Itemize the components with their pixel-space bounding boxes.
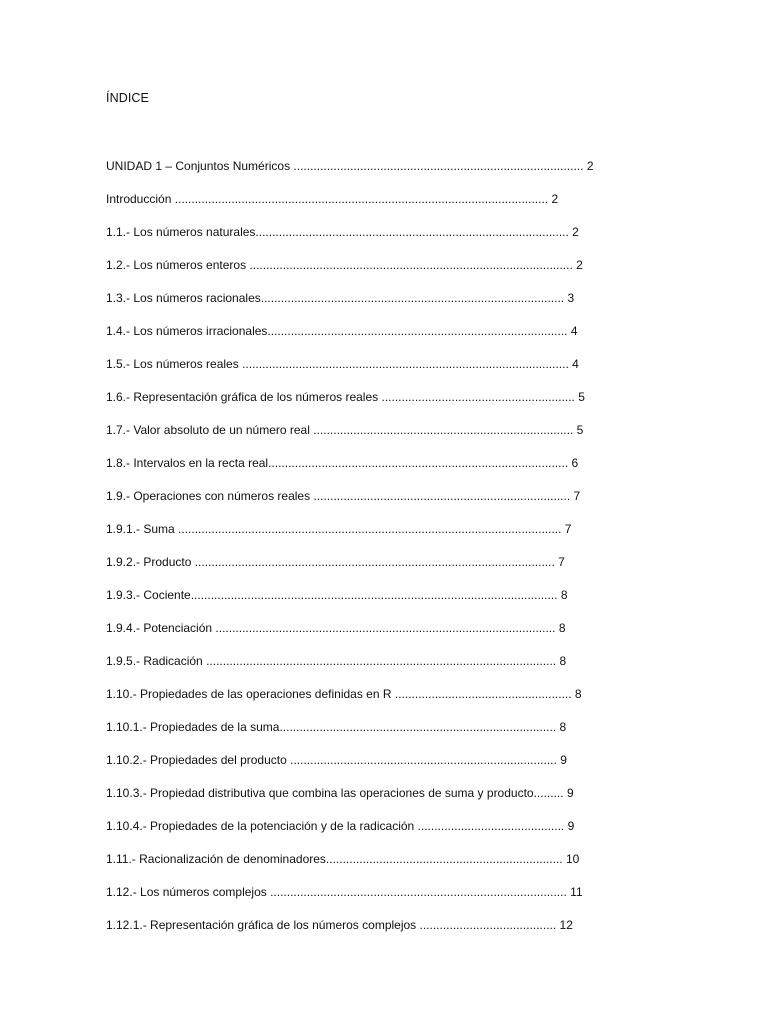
toc-leader-dots: ....................................................................................... xyxy=(290,159,584,173)
toc-entry-label: 1.11.- Racionalización de denominadores xyxy=(106,852,326,866)
toc-leader-dots: ................................................................................... xyxy=(279,720,557,734)
toc-entry xyxy=(106,452,646,485)
toc-page-number: 9 xyxy=(567,819,575,833)
toc-page-number: 4 xyxy=(570,324,578,338)
toc-entry xyxy=(106,551,646,584)
toc-entry-label: 1.9.4.- Potenciación xyxy=(106,621,213,635)
toc-page-number: 11 xyxy=(570,885,583,899)
toc-page-number: 2 xyxy=(576,258,583,272)
toc-entry-label: 1.2.- Los números enteros xyxy=(106,258,247,272)
toc-page-number: 2 xyxy=(572,225,579,239)
toc-leader-dots: .................................................................................................. xyxy=(238,357,569,371)
toc-entry-label: 1.9.2.- Producto xyxy=(106,555,192,569)
toc-entry-label: 1.10.3.- Propiedad distributiva que combina las operaciones de suma y producto xyxy=(106,786,534,800)
toc-entry xyxy=(106,782,646,815)
toc-entry xyxy=(106,914,646,947)
toc-page-number: 10 xyxy=(565,852,580,866)
toc-page-number: 5 xyxy=(576,423,584,437)
toc-entry-label: 1.10.4.- Propiedades de la potenciación y de la radicación xyxy=(106,819,415,833)
toc-entry-label: 1.9.3.- Cociente xyxy=(106,588,191,602)
toc-leader-dots: ................................................................................ xyxy=(286,753,557,767)
toc-leader-dots: ........................................................................................... xyxy=(260,291,565,305)
toc-entry xyxy=(106,221,646,254)
toc-leader-dots: .......................................................... xyxy=(378,390,575,404)
toc-entry xyxy=(106,353,646,386)
toc-entry-label: 1.12.1.- Representación gráfica de los números complejos xyxy=(106,918,417,932)
toc-leader-dots: ................................................................................................. xyxy=(246,258,573,272)
toc-page-number: 2 xyxy=(551,192,559,206)
toc-leader-dots: ..................................................... xyxy=(391,687,572,701)
toc-entry xyxy=(106,419,646,452)
toc-leader-dots: .......................................................................................... xyxy=(268,456,569,470)
toc-entry-label: 1.12.- Los números complejos xyxy=(106,885,267,899)
toc-leader-dots: ......................................................................................................... xyxy=(202,654,557,668)
toc-entry-label: 1.10.2.- Propiedades del producto xyxy=(106,753,287,767)
toc-entry-label: UNIDAD 1 – Conjuntos Numéricos xyxy=(106,159,291,173)
toc-entry xyxy=(106,155,646,188)
toc-entry xyxy=(106,386,646,419)
toc-leader-dots: ......... xyxy=(533,786,564,800)
toc-entry-label: 1.10.- Propiedades de las operaciones definidas en R xyxy=(106,687,392,701)
toc-leader-dots: ....................................................................... xyxy=(325,852,563,866)
toc-entry-label: 1.9.1.- Suma xyxy=(106,522,175,536)
toc-entry xyxy=(106,683,646,716)
toc-page-number: 8 xyxy=(559,720,567,734)
toc-entry xyxy=(106,287,646,320)
toc-page-number: 4 xyxy=(572,357,579,371)
toc-entry xyxy=(106,518,646,551)
toc-entry-label: 1.6.- Representación gráfica de los números reales xyxy=(106,390,379,404)
toc-entry-label: 1.9.5.- Radicación xyxy=(106,654,203,668)
toc-entry-label: 1.4.- Los números irracionales xyxy=(106,324,268,338)
toc-entry xyxy=(106,815,646,848)
toc-entry xyxy=(106,584,646,617)
toc-leader-dots: ............................................................................................................ xyxy=(191,555,555,569)
toc-leader-dots: ......................................................................................... xyxy=(266,885,567,899)
toc-entry xyxy=(106,716,646,749)
toc-leader-dots: ...................................................................................................... xyxy=(212,621,556,635)
toc-leader-dots: ......................................... xyxy=(416,918,557,932)
toc-entry xyxy=(106,485,646,518)
toc-entry-label: 1.7.- Valor absoluto de un número real xyxy=(106,423,310,437)
toc-page-number: 8 xyxy=(559,654,567,668)
toc-entry xyxy=(106,188,646,221)
toc-entry xyxy=(106,254,646,287)
page-title: ÍNDICE xyxy=(106,91,149,105)
toc-entry xyxy=(106,881,646,914)
toc-leader-dots: ................................................................................................................ xyxy=(171,192,549,206)
toc-entry-label: 1.9.- Operaciones con números reales xyxy=(106,489,311,503)
toc-page-number: 9 xyxy=(566,786,574,800)
toc-page-number: 7 xyxy=(564,522,572,536)
toc-page-number: 8 xyxy=(574,687,582,701)
toc-entry xyxy=(106,848,646,881)
toc-entry-label: 1.8.- Intervalos en la recta real xyxy=(106,456,269,470)
toc-page-number: 8 xyxy=(560,588,568,602)
toc-page-number: 7 xyxy=(558,555,565,569)
toc-page-number: 2 xyxy=(586,159,594,173)
toc-page-number: 5 xyxy=(578,390,585,404)
toc-page-number: 8 xyxy=(558,621,566,635)
toc-entry xyxy=(106,749,646,782)
toc-leader-dots: .............................................................................. xyxy=(309,423,574,437)
toc-leader-dots: ............................................................................. xyxy=(310,489,571,503)
toc-entry xyxy=(106,320,646,353)
toc-entry-label: 1.1.- Los números naturales xyxy=(106,225,256,239)
toc-page-number: 9 xyxy=(560,753,567,767)
table-of-contents xyxy=(106,155,646,947)
toc-page-number: 6 xyxy=(571,456,579,470)
toc-leader-dots: ............................................ xyxy=(414,819,565,833)
toc-entry-label: 1.10.1.- Propiedades de la suma xyxy=(106,720,280,734)
toc-entry xyxy=(106,650,646,683)
toc-page-number: 12 xyxy=(559,918,573,932)
toc-entry xyxy=(106,617,646,650)
toc-page-number: 3 xyxy=(567,291,575,305)
toc-entry-label: Introducción xyxy=(106,192,172,206)
toc-leader-dots: .............................................................................................................. xyxy=(190,588,558,602)
toc-entry-label: 1.3.- Los números racionales xyxy=(106,291,261,305)
toc-entry-label: 1.5.- Los números reales xyxy=(106,357,239,371)
toc-leader-dots: .......................................................................................... xyxy=(267,324,568,338)
toc-leader-dots: ................................................................................................................... xyxy=(174,522,562,536)
toc-leader-dots: .............................................................................................. xyxy=(255,225,569,239)
toc-page-number: 7 xyxy=(573,489,581,503)
